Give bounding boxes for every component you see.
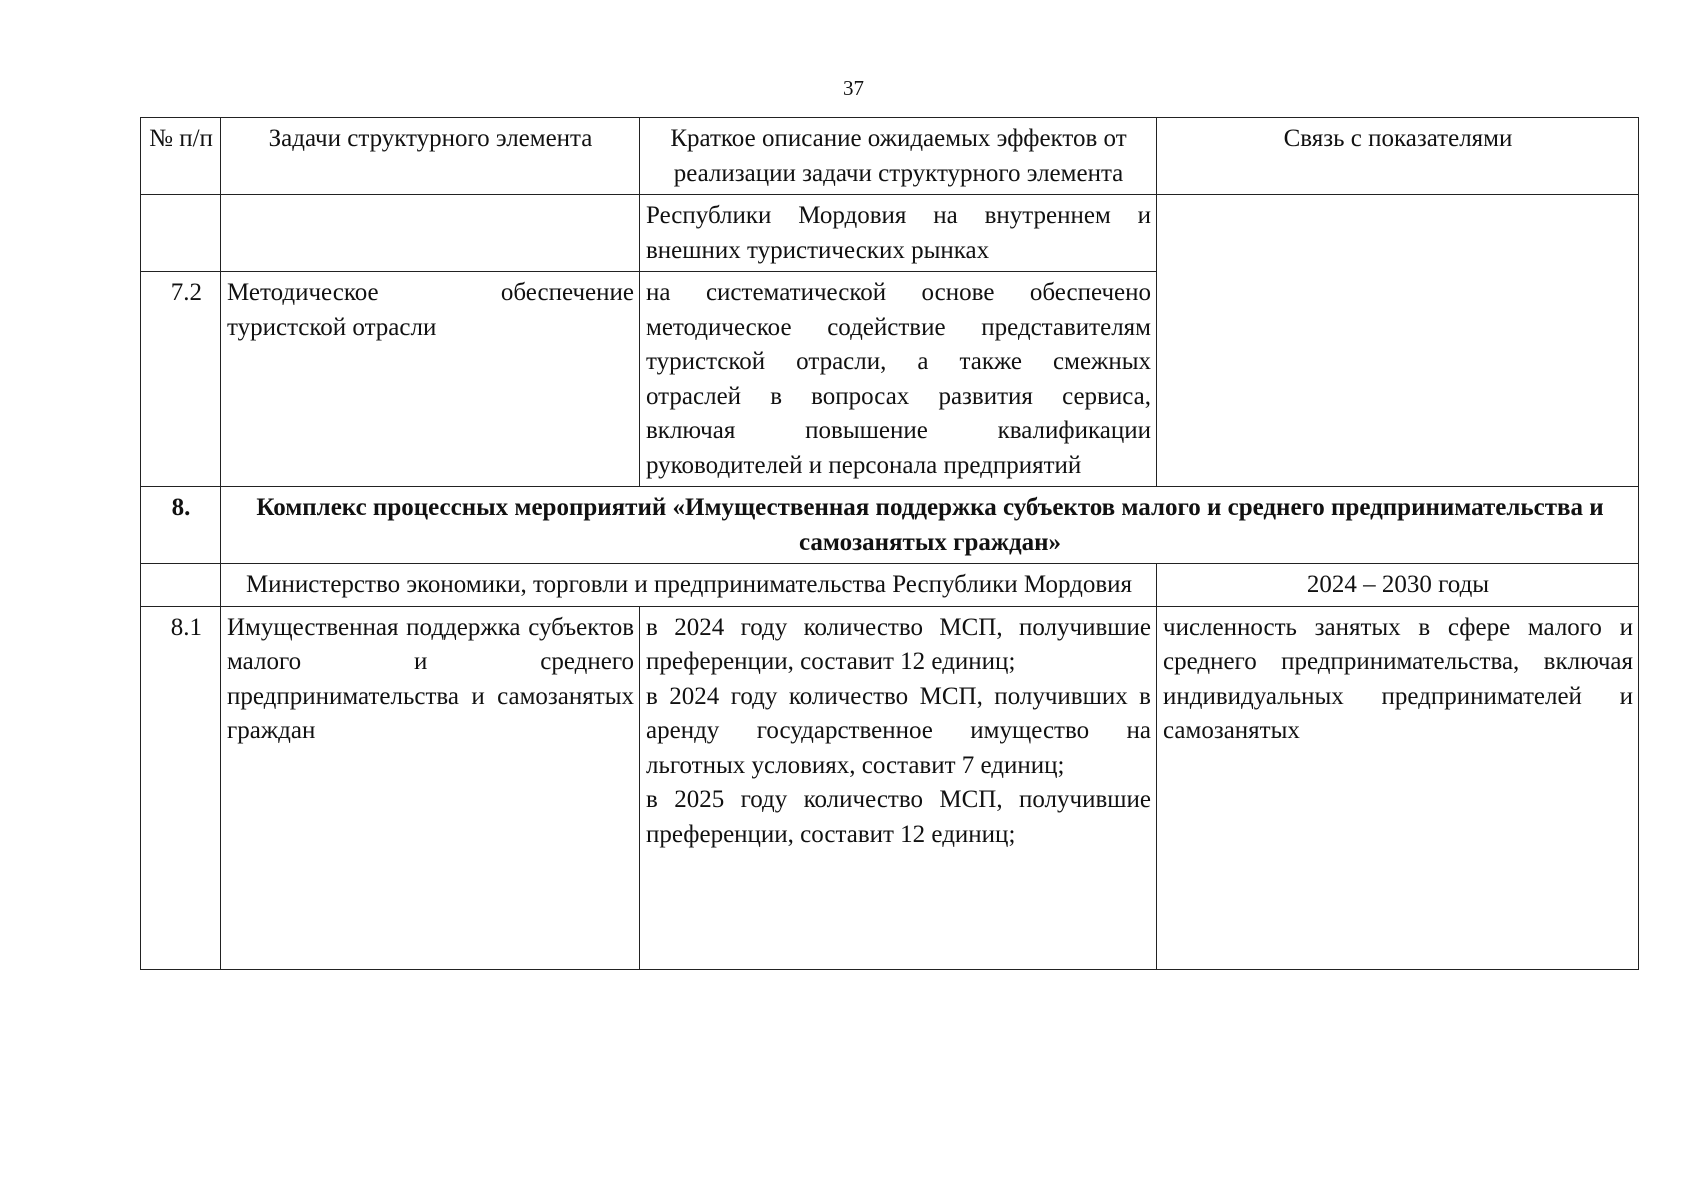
continuation-row bbox=[141, 195, 1639, 272]
indicators-7-cell bbox=[1157, 195, 1639, 487]
header-indicators: Связь с показателями bbox=[1157, 118, 1639, 195]
continuation-num bbox=[141, 195, 221, 272]
row-8-1-effect-item: в 2024 году количество МСП, получивших в аренду государственное имущество на льготных условиях, составит 7 единиц; bbox=[646, 682, 1151, 779]
section-8-num: 8. bbox=[141, 487, 221, 564]
row-8-1-effect-item: в 2024 году количество МСП, получившие преференции, составит 12 единиц; bbox=[646, 613, 1151, 675]
header-task: Задачи структурного элемента bbox=[221, 118, 640, 195]
row-8-1-effects bbox=[640, 606, 1157, 969]
section-8-period: 2024 – 2030 годы bbox=[1157, 564, 1639, 607]
section-8-row bbox=[141, 487, 1639, 564]
continuation-task bbox=[221, 195, 640, 272]
measures-table bbox=[140, 117, 1639, 970]
header-num: № п/п bbox=[141, 118, 221, 195]
header-row bbox=[141, 118, 1639, 195]
row-8-1-num: 8.1 bbox=[141, 606, 221, 969]
row-8-1-effect-item: в 2025 году количество МСП, получившие преференции, составит 12 единиц; bbox=[646, 786, 1151, 848]
row-7-2-task: Методическое обеспечение туристской отрасли bbox=[221, 272, 640, 487]
page-number: 37 bbox=[843, 76, 864, 100]
section-8-info-num bbox=[141, 564, 221, 607]
table-row-8-1 bbox=[141, 606, 1639, 969]
section-8-title: Комплекс процессных мероприятий «Имущественная поддержка субъектов малого и среднего предпринимательства и самозанятых граждан» bbox=[221, 487, 1639, 564]
row-8-1-task: Имущественная поддержка субъектов малого и среднего предпринимательства и самозанятых граждан bbox=[221, 606, 640, 969]
row-7-2-effects: на систематической основе обеспечено методическое содействие представителям туристской отрасли, а также смежных отраслей в вопросах развития сервиса, включая повышение квалификации руководителей и персонала предприятий bbox=[640, 272, 1157, 487]
header-effects: Краткое описание ожидаемых эффектов от реализации задачи структурного элемента bbox=[640, 118, 1157, 195]
section-8-responsible: Министерство экономики, торговли и предпринимательства Республики Мордовия bbox=[221, 564, 1157, 607]
row-7-2-num: 7.2 bbox=[141, 272, 221, 487]
section-8-info-row bbox=[141, 564, 1639, 607]
row-8-1-indicators: численность занятых в сфере малого и среднего предпринимательства, включая индивидуальных предпринимателей и самозанятых bbox=[1157, 606, 1639, 969]
continuation-effects: Республики Мордовия на внутреннем и внешних туристических рынках bbox=[640, 195, 1157, 272]
